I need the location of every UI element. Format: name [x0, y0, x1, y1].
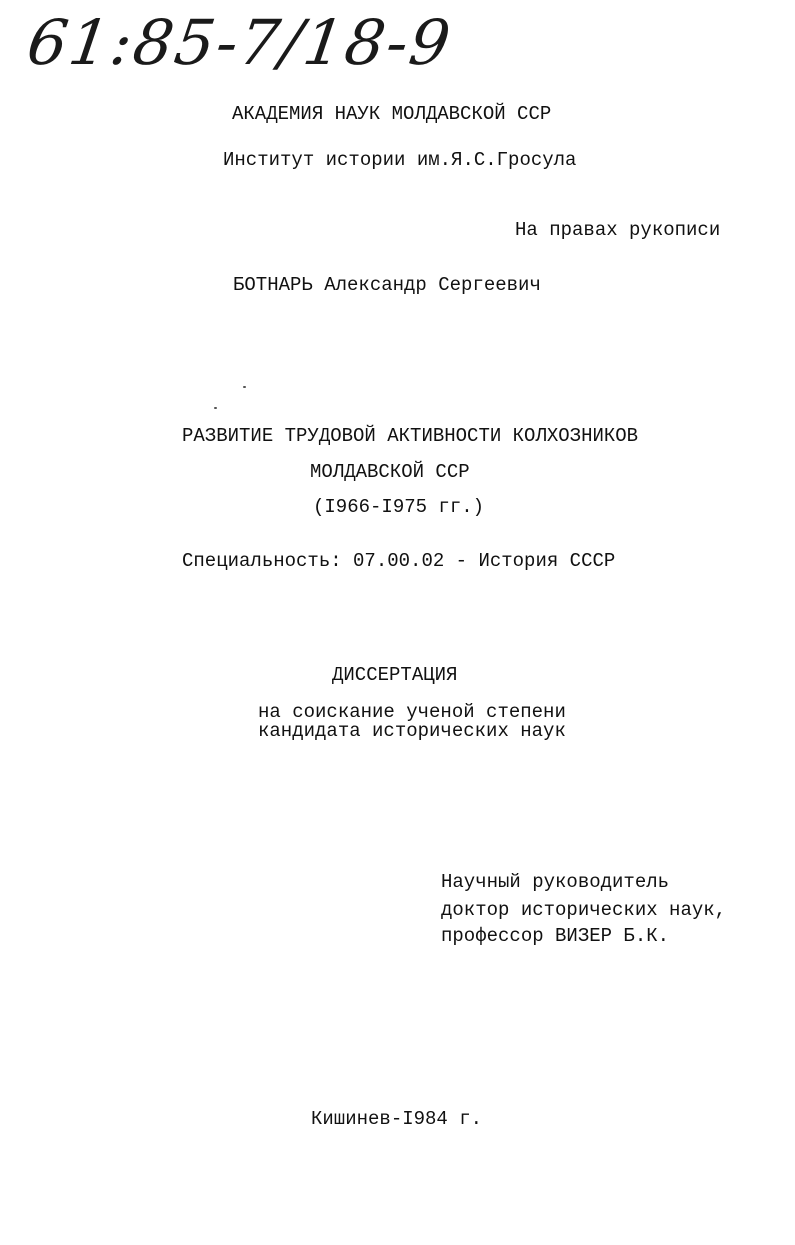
archive-handwritten-mark: 61:85-7/18-9 [22, 6, 457, 79]
dissertation-title-line-2: МОЛДАВСКОЙ ССР [310, 461, 470, 483]
institute-name: Институт истории им.Я.С.Гросула [223, 149, 577, 171]
dissertation-title-line-1: РАЗВИТИЕ ТРУДОВОЙ АКТИВНОСТИ КОЛХОЗНИКОВ [182, 425, 639, 447]
manuscript-note: На правах рукописи [515, 219, 721, 241]
scan-speck [214, 407, 217, 409]
supervisor-degree: доктор исторических наук, [441, 899, 727, 921]
specialty-line: Специальность: 07.00.02 - История СССР [182, 550, 616, 572]
degree-line-1: на соискание ученой степени [258, 701, 566, 723]
degree-line-2: кандидата исторических наук [258, 720, 566, 742]
supervisor-name: профессор ВИЗЕР Б.К. [441, 925, 670, 947]
dissertation-title-years: (I966-I975 гг.) [313, 496, 485, 518]
place-and-year: Кишинев-I984 г. [311, 1108, 483, 1130]
author-name: БОТНАРЬ Александр Сергеевич [233, 274, 541, 296]
supervisor-role: Научный руководитель [441, 871, 670, 893]
work-type-label: ДИССЕРТАЦИЯ [332, 664, 458, 686]
academy-heading: АКАДЕМИЯ НАУК МОЛДАВСКОЙ ССР [232, 103, 552, 125]
scan-speck [243, 386, 246, 388]
